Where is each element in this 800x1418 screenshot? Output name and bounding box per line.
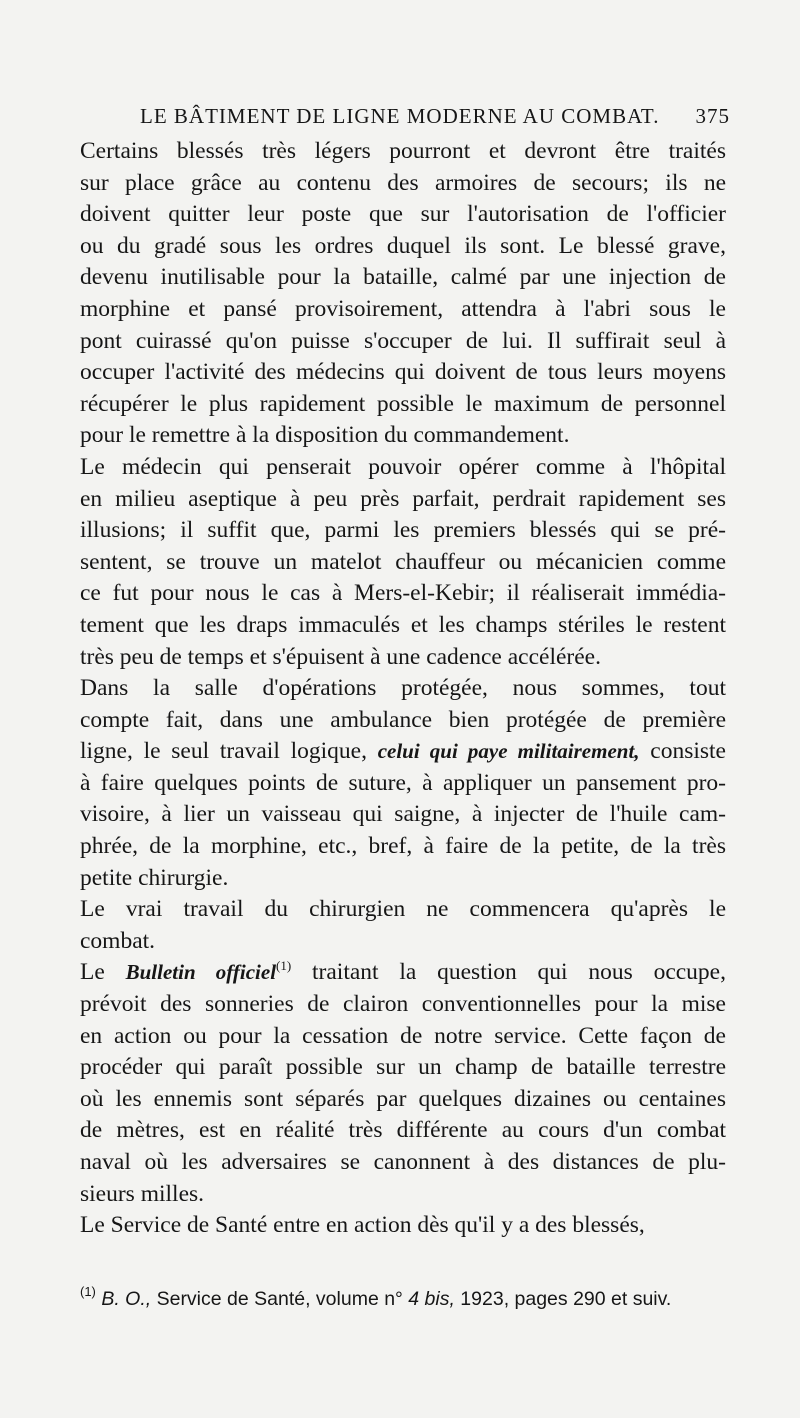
text-line: compte fait, dans une ambulance bien protégée de première [80,706,726,733]
footnote-text: Service de Santé, volume n° [151,1288,409,1310]
text-line: doivent quitter leur poste que sur l'autorisation de l'officier [80,201,726,228]
paragraph-4 [80,894,726,957]
page-number: 375 [695,104,730,128]
text-line: à faire quelques points de suture, à appliquer un pansement pro- [80,769,726,796]
text-line: pour le remettre à la disposition du commandement. [80,422,570,449]
italic-title: Bulletin officiel [125,960,277,985]
text-segment: consiste [639,738,726,765]
text-line: Dans la salle d'opérations protégée, nous sommes, tout [80,675,726,702]
text-line: devenu inutilisable pour la bataille, calmé par une injection de [80,264,726,291]
footnote [80,1284,730,1311]
text-line: procéder qui paraît possible sur un champ de bataille terrestre [80,1054,726,1081]
text-line: où les ennemis sont séparés par quelques dizaines ou centaines [80,1085,726,1112]
text-line: visoire, à lier un vaisseau qui saigne, à injecter de l'huile cam- [80,801,726,828]
main-text [80,136,726,1242]
text-line: phrée, de la morphine, etc., bref, à faire de la petite, de la très [80,833,726,860]
paragraph-5 [80,957,726,1210]
paragraph-3 [80,673,726,894]
text-line: en milieu aseptique à peu près parfait, perdrait rapidement ses [80,485,726,512]
text-line: très peu de temps et s'épuisent à une cadence accélérée. [80,643,601,670]
text-line: Le vrai travail du chirurgien ne commencera qu'après le [80,896,726,923]
text-line: prévoit des sonneries de clairon conventionnelles pour la mise [80,991,726,1018]
text-segment: ligne, le seul travail logique, [80,738,378,765]
footnote-rest: 1923, pages 290 et suiv. [454,1288,672,1310]
text-line: tement que les draps immaculés et les champs stériles le restent [80,611,726,638]
text-line: pont cuirassé qu'on puisse s'occuper de lui. Il suffirait seul à [80,327,726,354]
text-line: sieurs milles. [80,1180,205,1207]
text-line: sentent, se trouve un matelot chauffeur ou mécanicien comme [80,548,726,575]
text-line: illusions; il suffit que, parmi les premiers blessés qui se pré- [80,517,726,544]
text-line: ou du gradé sous les ordres duquel ils sont. Le blessé grave, [80,232,726,259]
footnote-volume: 4 bis, [408,1288,455,1310]
text-line: de mètres, est en réalité très différente au cours d'un combat [80,1117,726,1144]
text-line: combat. [80,927,156,954]
footnote-reference: (1) [276,958,292,974]
text-line: en action ou pour la cessation de notre service. Cette façon de [80,1022,726,1049]
text-line: occuper l'activité des médecins qui doivent de tous leurs moyens [80,359,726,386]
text-line: morphine et pansé provisoirement, attendra à l'abri sous le [80,295,726,322]
text-line [80,957,726,989]
text-line: naval où les adversaires se canonnent à des distances de plu- [80,1149,726,1175]
text-line: ce fut pour nous le cas à Mers-el-Kebir; il réaliserait immédia- [80,580,726,607]
footnote-marker: (1) [80,1284,96,1299]
text-line: Certains blessés très légers pourront et devront être traités [80,138,726,164]
text-segment: traitant la question qui nous occupe, [291,959,726,986]
running-title: LE BÂTIMENT DE LIGNE MODERNE AU COMBAT. [140,104,660,128]
text-line: récupérer le plus rapidement possible le maximum de personnel [80,390,726,417]
text-line: Le médecin qui penserait pouvoir opérer comme à l'hôpital [80,453,726,480]
text-line [80,736,726,768]
text-line: petite chirurgie. [80,864,229,891]
text-line: Le Service de Santé entre en action dès qu'il y a des blessés, [80,1212,645,1239]
running-header [140,100,730,134]
paragraph-6 [80,1210,726,1242]
paragraph-1 [80,136,726,452]
footnote-source: B. O., [101,1288,152,1310]
text-line: sur place grâce au contenu des armoires de secours; ils ne [80,169,726,196]
paragraph-2 [80,452,726,673]
italic-phrase: celui qui paye militairement, [377,739,640,764]
text-segment: Le [80,959,126,986]
